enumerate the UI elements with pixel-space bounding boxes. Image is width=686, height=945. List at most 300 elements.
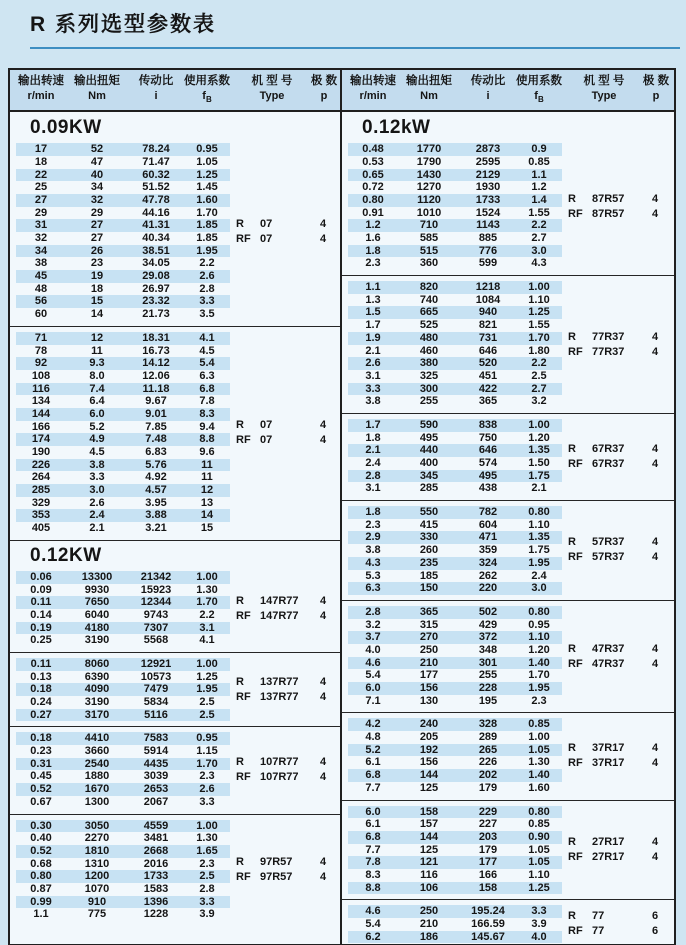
type-prefix: RF: [236, 233, 251, 245]
speed-cell: 0.52: [30, 783, 52, 796]
torque-cell: 158: [419, 805, 439, 818]
torque-cell: 4180: [84, 621, 110, 634]
torque-cell: 250: [419, 643, 439, 656]
speed-cell: 4.6: [365, 656, 381, 669]
torque-cell: 235: [419, 556, 439, 569]
speed-cell: 8.3: [365, 868, 381, 881]
table-row: [16, 357, 230, 370]
torque-cell: 515: [419, 244, 439, 257]
type-line: [236, 770, 336, 785]
table-row: [348, 519, 562, 532]
torque-cell: 1010: [416, 206, 442, 219]
parameter-block: [10, 331, 340, 536]
ratio-cell: 16.73: [142, 344, 170, 357]
ratio-cell: 1396: [143, 895, 169, 908]
torque-cell: 1200: [84, 870, 110, 883]
speed-cell: 0.06: [30, 570, 52, 583]
col-header-service-factor: 使用系数: [184, 75, 230, 87]
speed-cell: 405: [31, 522, 51, 535]
torque-cell: 19: [90, 270, 104, 283]
service-factor-cell: 1.10: [528, 631, 550, 644]
table-row: [348, 769, 562, 782]
unit-speed: r/min: [359, 90, 387, 102]
service-factor-cell: 2.6: [199, 270, 215, 283]
torque-cell: 7.4: [89, 382, 105, 395]
service-factor-cell: 1.20: [528, 643, 550, 656]
speed-cell: 7.8: [365, 856, 381, 869]
torque-cell: 360: [419, 257, 439, 270]
table-row: [16, 207, 230, 220]
speed-cell: 0.18: [30, 683, 52, 696]
table-row: [16, 796, 230, 809]
table-row: [348, 319, 562, 332]
type-model: 67R37: [592, 443, 625, 455]
ratio-cell: 23.32: [142, 295, 170, 308]
speed-cell: 0.99: [30, 895, 52, 908]
table-row: [16, 484, 230, 497]
service-factor-cell: 2.7: [531, 232, 547, 244]
type-prefix: RF: [568, 925, 583, 938]
table-row: [348, 219, 562, 232]
table-row: [348, 194, 562, 207]
service-factor-cell: 3.3: [531, 905, 547, 918]
table-row: [348, 831, 562, 844]
type-prefix: RF: [236, 434, 251, 447]
speed-cell: 0.67: [30, 795, 52, 808]
table-row: [16, 658, 230, 671]
poles-value: 4: [651, 536, 659, 549]
service-factor-cell: 1.00: [196, 819, 218, 832]
speed-cell: 0.72: [362, 181, 384, 194]
torque-cell: 3660: [84, 745, 110, 758]
ratio-cell: 179: [478, 781, 498, 794]
service-factor-cell: 2.1: [531, 482, 547, 495]
table-row: [348, 882, 562, 895]
col-header-poles: 极 数: [642, 75, 670, 87]
ratio-cell: 372: [478, 631, 498, 644]
table-row: [348, 844, 562, 857]
service-factor-cell: 1.75: [528, 469, 550, 482]
table-row: [348, 744, 562, 757]
ratio-cell: 44.16: [142, 206, 170, 219]
unit-service-factor: $f_B$: [202, 90, 212, 105]
ratio-cell: 7583: [143, 732, 169, 745]
speed-cell: 22: [34, 168, 48, 181]
speed-cell: 1.1: [365, 281, 381, 294]
type-line: [568, 442, 668, 457]
col-header-ratio: 传动比: [470, 75, 506, 87]
ratio-cell: 429: [478, 618, 498, 631]
table-row: [348, 531, 562, 544]
type-zone: [236, 755, 336, 785]
ratio-cell: 10573: [140, 670, 172, 683]
type-prefix: RF: [236, 771, 251, 784]
speed-cell: 2.3: [365, 518, 381, 531]
torque-cell: 550: [419, 506, 439, 519]
service-factor-cell: 1.10: [528, 518, 550, 531]
type-prefix: RF: [568, 850, 583, 863]
type-model: 87R57: [592, 192, 625, 205]
rows-zone: [348, 281, 562, 408]
service-factor-cell: 2.8: [199, 282, 215, 295]
ratio-cell: 289: [478, 731, 498, 744]
service-factor-cell: 2.3: [199, 857, 215, 870]
parameter-block: [342, 505, 674, 596]
type-model: 137R77: [260, 690, 299, 703]
torque-cell: 250: [419, 905, 439, 918]
service-factor-cell: 1.00: [196, 657, 218, 670]
ratio-cell: 158: [478, 881, 498, 894]
speed-cell: 4.2: [365, 718, 381, 731]
block-separator: [10, 326, 340, 327]
ratio-cell: 495: [478, 469, 498, 482]
torque-cell: 365: [419, 605, 439, 618]
torque-cell: 7650: [84, 596, 110, 609]
ratio-cell: 1733: [475, 193, 501, 206]
speed-cell: 6.3: [365, 582, 381, 595]
block-separator: [342, 275, 674, 276]
table-row: [16, 421, 230, 434]
torque-cell: 4.9: [89, 433, 105, 446]
torque-cell: 4.5: [89, 446, 105, 458]
ratio-cell: 5834: [143, 696, 169, 708]
service-factor-cell: 1.85: [196, 219, 218, 232]
speed-cell: 3.8: [365, 395, 381, 408]
torque-cell: 205: [419, 731, 439, 744]
type-model: 57R37: [592, 536, 625, 549]
table-row: [348, 294, 562, 307]
service-factor-cell: 0.85: [528, 155, 550, 168]
service-factor-cell: 1.85: [196, 232, 218, 244]
col-header-speed: 输出转速: [18, 75, 64, 87]
parameter-block: [342, 142, 674, 271]
torque-cell: 11: [91, 344, 103, 357]
table-row: [348, 345, 562, 358]
speed-cell: 0.14: [30, 608, 52, 621]
service-factor-cell: 2.2: [531, 357, 547, 370]
table-row: [348, 306, 562, 319]
ratio-cell: 5568: [143, 634, 169, 647]
table-row: [348, 143, 562, 156]
speed-cell: 1.7: [365, 319, 381, 332]
poles-value: 4: [319, 756, 327, 769]
ratio-cell: 1084: [475, 293, 501, 306]
torque-cell: 775: [87, 908, 107, 921]
torque-cell: 345: [419, 469, 439, 482]
table-row: [16, 332, 230, 345]
service-factor-cell: 1.30: [528, 756, 550, 769]
table-row: [348, 419, 562, 432]
table-row: [348, 232, 562, 245]
table-row: [16, 622, 230, 635]
rows-zone: [348, 143, 562, 270]
type-line: [236, 870, 336, 885]
ratio-cell: 7479: [143, 683, 169, 696]
ratio-cell: 202: [478, 769, 498, 782]
torque-cell: 1430: [416, 168, 442, 181]
service-factor-cell: 1.00: [528, 731, 550, 744]
torque-cell: 185: [419, 569, 439, 582]
table-row: [348, 905, 562, 918]
torque-cell: 525: [419, 319, 439, 332]
type-line: [236, 675, 336, 690]
table-row: [16, 883, 230, 896]
torque-cell: 2270: [84, 832, 110, 845]
poles-value: 4: [651, 551, 659, 564]
service-factor-cell: 2.6: [199, 783, 215, 796]
col-header-torque: 输出扭矩: [406, 75, 452, 87]
speed-cell: 144: [31, 407, 51, 420]
ratio-cell: 71.47: [142, 155, 170, 168]
ratio-cell: 782: [478, 506, 498, 519]
torque-cell: 440: [419, 444, 439, 457]
poles-value: 4: [651, 443, 659, 455]
torque-cell: 6.4: [89, 395, 105, 408]
type-prefix: RF: [236, 871, 251, 884]
unit-type: Type: [591, 90, 617, 102]
ratio-cell: 599: [478, 257, 498, 270]
service-factor-cell: 2.5: [199, 708, 215, 721]
poles-value: 4: [319, 856, 327, 869]
speed-cell: 108: [31, 369, 51, 382]
torque-cell: 210: [419, 918, 439, 930]
speed-cell: 25: [34, 181, 48, 194]
type-line: [568, 345, 668, 360]
service-factor-cell: 4.0: [531, 930, 547, 943]
ratio-cell: 5116: [144, 708, 168, 721]
table-row: [16, 522, 230, 535]
service-factor-cell: 1.05: [528, 843, 550, 856]
type-model: 07: [260, 434, 273, 447]
table-row: [348, 332, 562, 345]
poles-value: 4: [651, 757, 659, 770]
table-row: [16, 370, 230, 383]
service-factor-cell: 1.35: [528, 531, 550, 544]
service-factor-cell: 1.00: [528, 281, 550, 294]
ratio-cell: 47.78: [142, 193, 170, 206]
ratio-cell: 821: [478, 319, 498, 332]
type-line: [568, 850, 668, 865]
torque-cell: 156: [419, 756, 439, 769]
speed-cell: 6.0: [365, 805, 381, 818]
block-separator: [10, 814, 340, 815]
service-factor-cell: 1.30: [196, 583, 218, 596]
type-model: 07: [260, 419, 273, 432]
table-row: [348, 806, 562, 819]
block-separator: [342, 800, 674, 801]
speed-cell: 7.1: [365, 694, 381, 707]
poles-value: 4: [319, 675, 327, 688]
type-prefix: R: [568, 910, 576, 923]
ratio-cell: 5.76: [145, 458, 167, 471]
speed-cell: 0.09: [30, 583, 52, 596]
ratio-cell: 1218: [475, 281, 501, 294]
type-model: 147R77: [260, 609, 299, 622]
col-header-type: 机 型 号: [583, 75, 625, 87]
service-factor-cell: 3.5: [199, 308, 215, 321]
poles-value: 4: [319, 871, 327, 884]
service-factor-cell: 1.70: [196, 596, 218, 609]
type-zone: [236, 217, 336, 247]
torque-cell: 820: [419, 281, 439, 294]
table-row: [348, 606, 562, 619]
poles-value: 4: [319, 594, 327, 607]
parameter-block: [10, 570, 340, 648]
speed-cell: 0.80: [362, 193, 384, 206]
ratio-cell: 7.85: [145, 420, 167, 433]
table-row: [16, 245, 230, 258]
torque-cell: 495: [419, 431, 439, 444]
service-factor-cell: 1.95: [528, 556, 550, 569]
torque-cell: 460: [419, 344, 439, 357]
torque-cell: 1070: [84, 882, 110, 895]
table-row: [16, 870, 230, 883]
block-separator: [10, 726, 340, 727]
type-zone: [568, 442, 668, 472]
ratio-cell: 438: [478, 482, 498, 495]
service-factor-cell: 1.70: [528, 331, 550, 344]
service-factor-cell: 9.4: [199, 420, 215, 433]
table-row: [16, 408, 230, 421]
block-separator: [342, 600, 674, 601]
type-model: 97R57: [260, 871, 293, 884]
service-factor-cell: 1.95: [196, 683, 218, 696]
speed-cell: 3.8: [365, 544, 381, 557]
speed-cell: 2.8: [365, 605, 381, 618]
ratio-cell: 776: [478, 244, 498, 257]
table-row: [348, 432, 562, 445]
ratio-cell: 646: [478, 444, 498, 457]
type-line: [236, 418, 336, 433]
service-factor-cell: 2.5: [531, 369, 547, 382]
table-row: [348, 357, 562, 370]
service-factor-cell: 1.95: [196, 244, 218, 257]
poles-value: 4: [319, 434, 327, 447]
table-row: [16, 181, 230, 194]
service-factor-cell: 2.5: [199, 870, 215, 883]
table-row: [348, 657, 562, 670]
table-row: [348, 245, 562, 258]
ratio-cell: 5914: [143, 745, 169, 758]
ratio-cell: 3.95: [145, 496, 167, 509]
type-prefix: RF: [568, 551, 583, 564]
torque-cell: 1120: [417, 193, 441, 206]
speed-cell: 329: [31, 496, 51, 509]
col-header-type: 机 型 号: [251, 75, 293, 87]
speed-cell: 6.0: [365, 682, 381, 694]
service-factor-cell: 0.85: [528, 718, 550, 731]
speed-cell: 0.18: [30, 732, 52, 745]
torque-cell: 585: [419, 232, 439, 244]
ratio-cell: 4559: [143, 819, 169, 832]
parameter-block: [10, 819, 340, 923]
right-column-body: [342, 112, 674, 944]
selection-parameter-table: [8, 68, 676, 945]
torque-cell: 8.0: [89, 369, 105, 382]
rows-zone: [16, 571, 230, 647]
ratio-cell: 838: [478, 418, 498, 431]
ratio-cell: 262: [478, 569, 498, 582]
torque-cell: 13300: [81, 570, 113, 583]
torque-cell: 6390: [84, 670, 110, 683]
unit-service-factor: $f_B$: [534, 90, 544, 105]
table-row: [16, 770, 230, 783]
torque-cell: 3190: [84, 696, 110, 708]
type-model: 147R77: [260, 594, 299, 607]
torque-cell: 270: [419, 631, 439, 644]
speed-cell: 5.3: [365, 569, 381, 582]
ratio-cell: 1228: [143, 908, 169, 921]
speed-cell: 1.6: [365, 232, 381, 244]
ratio-cell: 2067: [143, 795, 169, 808]
table-row: [16, 433, 230, 446]
ratio-cell: 646: [478, 344, 498, 357]
speed-cell: 0.91: [362, 206, 384, 219]
table-row: [16, 671, 230, 684]
torque-cell: 29: [90, 206, 104, 219]
block-separator: [10, 652, 340, 653]
ratio-cell: 203: [478, 830, 498, 843]
service-factor-cell: 1.60: [528, 781, 550, 794]
type-zone: [568, 642, 668, 672]
torque-cell: 26: [90, 244, 104, 257]
ratio-cell: 502: [478, 605, 498, 618]
poles-value: 4: [651, 330, 659, 343]
service-factor-cell: 0.90: [528, 830, 550, 843]
table-row: [16, 270, 230, 283]
service-factor-cell: 0.85: [528, 818, 550, 831]
ratio-cell: 1583: [143, 882, 169, 895]
poles-value: 4: [319, 233, 327, 245]
parameter-block: [342, 605, 674, 709]
type-prefix: R: [568, 642, 576, 655]
parameter-block: [10, 731, 340, 809]
ratio-cell: 15923: [140, 583, 172, 596]
speed-cell: 60: [34, 308, 48, 321]
speed-cell: 2.8: [365, 469, 381, 482]
table-row: [348, 395, 562, 408]
speed-cell: 45: [34, 270, 48, 283]
type-model: 97R57: [260, 856, 293, 869]
speed-cell: 4.0: [365, 643, 381, 656]
type-prefix: R: [568, 742, 576, 755]
unit-speed: r/min: [27, 90, 55, 102]
ratio-cell: 18.31: [142, 331, 170, 344]
service-factor-cell: 3.3: [199, 795, 215, 808]
type-line: [236, 609, 336, 624]
speed-cell: 2.1: [365, 444, 381, 457]
table-row: [16, 584, 230, 597]
speed-cell: 92: [34, 357, 48, 370]
torque-cell: 400: [419, 457, 439, 469]
service-factor-cell: 1.05: [528, 743, 550, 756]
ratio-cell: 21.73: [142, 308, 170, 321]
speed-cell: 1.8: [365, 506, 381, 519]
torque-cell: 1310: [84, 857, 110, 870]
type-model: 87R57: [592, 207, 625, 220]
torque-cell: 2.6: [89, 496, 105, 509]
speed-cell: 0.23: [30, 745, 52, 758]
torque-cell: 285: [419, 482, 439, 495]
ratio-cell: 228: [478, 682, 498, 694]
torque-cell: 415: [419, 518, 439, 531]
ratio-cell: 3.21: [145, 522, 167, 535]
table-row: [348, 669, 562, 682]
speed-cell: 2.4: [365, 457, 381, 469]
table-row: [348, 582, 562, 595]
ratio-cell: 11.18: [142, 382, 170, 395]
speed-cell: 0.53: [362, 155, 384, 168]
